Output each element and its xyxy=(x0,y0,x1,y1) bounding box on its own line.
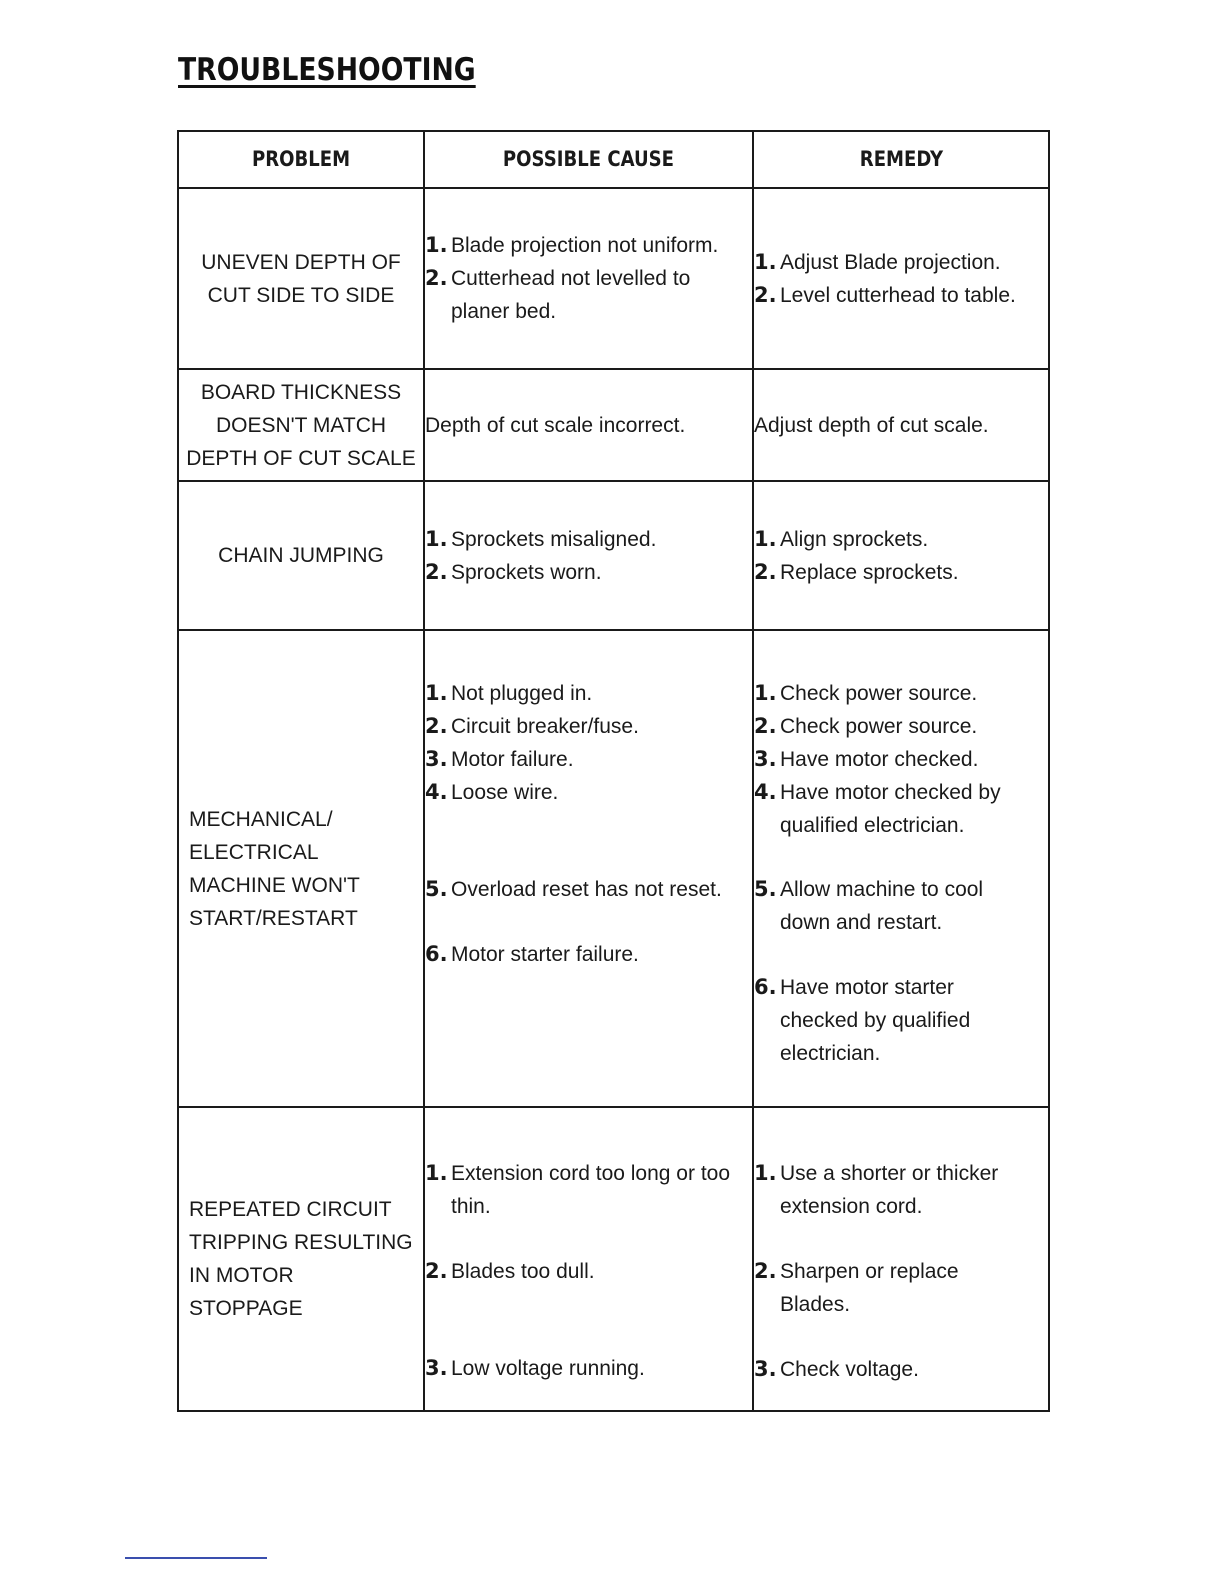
header-possible-cause: POSSIBLE CAUSE xyxy=(424,131,753,188)
remedy-cell xyxy=(753,1107,1049,1411)
table-row xyxy=(178,369,1049,481)
list-item: 6. Motor starter failure. xyxy=(425,942,639,966)
cause-cell xyxy=(424,188,753,369)
list-item: 1. Not plugged in. xyxy=(425,681,593,705)
list-item: 1. Use a shorter or thicker extension cord. xyxy=(754,1161,999,1218)
list-item: 2. Sprockets worn. xyxy=(425,559,602,584)
problem-text: BOARD THICKNESS DOESN'T MATCH DEPTH OF CUT SCALE xyxy=(186,380,416,470)
list-item: 1. Sprockets misaligned. xyxy=(425,526,657,551)
remedy-cell xyxy=(753,369,1049,481)
problem-cell xyxy=(178,188,424,369)
remedy-cell xyxy=(753,630,1049,1107)
header-row xyxy=(178,131,1049,188)
problem-cell xyxy=(178,481,424,630)
remedy-text: Adjust depth of cut scale. xyxy=(754,413,989,437)
list-item: 3. Low voltage running. xyxy=(425,1356,645,1380)
footer-rule xyxy=(125,1557,267,1559)
list-item: 1. Adjust Blade projection. xyxy=(754,249,1001,274)
list-item: 2. Circuit breaker/fuse. xyxy=(425,714,639,738)
problem-text: REPEATED CIRCUIT TRIPPING RESULTING IN MOTOR STOPPAGE xyxy=(189,1198,413,1320)
list-item: 2. Sharpen or replace Blades. xyxy=(754,1259,959,1316)
cause-cell xyxy=(424,1107,753,1411)
problem-text: UNEVEN DEPTH OF CUT SIDE TO SIDE xyxy=(201,250,401,307)
list-item: 2. Level cutterhead to table. xyxy=(754,282,1016,307)
list-item: 4. Loose wire. xyxy=(425,780,559,804)
cause-text: Depth of cut scale incorrect. xyxy=(425,413,686,437)
problem-cell xyxy=(178,1107,424,1411)
cause-cell xyxy=(424,369,753,481)
list-item: 1. Check power source. xyxy=(754,681,978,705)
list-item: 2. Replace sprockets. xyxy=(754,559,959,584)
troubleshooting-table xyxy=(177,130,1050,1412)
list-item: 4. Have motor checked by qualified electrician. xyxy=(754,780,1001,837)
list-item: 2. Check power source. xyxy=(754,714,978,738)
header-remedy: REMEDY xyxy=(753,131,1049,188)
cause-cell xyxy=(424,481,753,630)
list-item: 5. Overload reset has not reset. xyxy=(425,877,722,901)
list-item: 3. Check voltage. xyxy=(754,1357,919,1381)
list-item: 1. Align sprockets. xyxy=(754,526,929,551)
list-item: 3. Have motor checked. xyxy=(754,747,979,771)
remedy-cell xyxy=(753,188,1049,369)
list-item: 6. Have motor starter checked by qualified electrician. xyxy=(754,975,971,1065)
table-row xyxy=(178,188,1049,369)
list-item: 1. Extension cord too long or too thin. xyxy=(425,1161,731,1218)
list-item: 1. Blade projection not uniform. xyxy=(425,233,719,257)
list-item: 2. Cutterhead not levelled to planer bed. xyxy=(425,266,691,323)
list-item: 3. Motor failure. xyxy=(425,747,574,771)
remedy-cell xyxy=(753,481,1049,630)
problem-text: CHAIN JUMPING xyxy=(218,544,384,567)
problem-cell xyxy=(178,630,424,1107)
problem-cell xyxy=(178,369,424,481)
header-problem: PROBLEM xyxy=(178,131,424,188)
table-row xyxy=(178,630,1049,1107)
cause-cell xyxy=(424,630,753,1107)
list-item: 2. Blades too dull. xyxy=(425,1259,595,1283)
table-row xyxy=(178,1107,1049,1411)
page-title: TROUBLESHOOTING xyxy=(178,52,476,88)
list-item: 5. Allow machine to cool down and restart. xyxy=(754,877,984,934)
problem-text: MECHANICAL/ ELECTRICAL MACHINE WON'T START/RESTART xyxy=(189,807,360,930)
table-row xyxy=(178,481,1049,630)
